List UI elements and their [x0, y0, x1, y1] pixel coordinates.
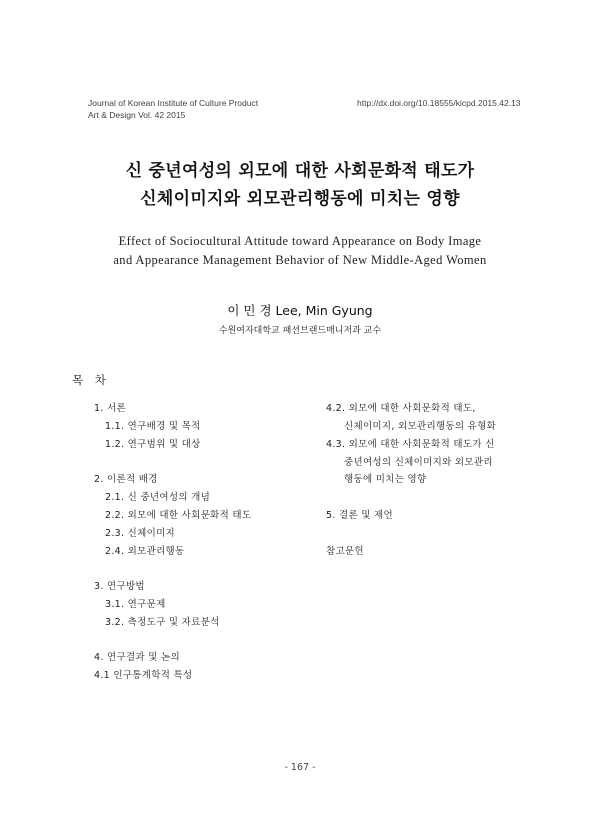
toc-item-continued: 중년여성의 신체이미지와 외모관리	[344, 457, 493, 468]
toc-item[interactable]: 3.2. 측정도구 및 자료분석	[105, 617, 220, 628]
toc-item[interactable]: 1. 서론	[94, 403, 126, 414]
toc-item[interactable]: 1.2. 연구범위 및 대상	[105, 439, 201, 450]
title-en-line2: and Appearance Management Behavior of New Middle-Aged Women	[113, 253, 487, 267]
toc-item[interactable]: 4.3. 외모에 대한 사회문화적 태도가 신	[326, 439, 495, 450]
toc-item-continued: 행동에 미치는 영향	[344, 474, 427, 485]
toc-item[interactable]: 2. 이론적 배경	[94, 474, 158, 485]
toc-item[interactable]: 2.1. 신 중년여성의 개념	[105, 492, 211, 503]
title-ko-line2: 신체이미지와 외모관리행동에 미치는 영향	[140, 189, 460, 209]
journal-volume: Art & Design Vol. 42 2015	[88, 110, 186, 120]
toc-item[interactable]: 2.2. 외모에 대한 사회문화적 태도	[105, 510, 252, 521]
toc-item[interactable]: 4. 연구결과 및 논의	[94, 652, 180, 663]
toc-item[interactable]: 1.1. 연구배경 및 목적	[105, 421, 201, 432]
title-en-line1: Effect of Sociocultural Attitude toward Appearance on Body Image	[118, 234, 482, 248]
toc-item[interactable]: 2.3. 신체이미지	[105, 528, 176, 539]
toc-item-continued: 신체이미지, 외모관리행동의 유형화	[344, 421, 497, 432]
toc-item[interactable]: 4.2. 외모에 대한 사회문화적 태도,	[326, 403, 476, 414]
toc-item[interactable]: 2.4. 외모관리행동	[105, 546, 185, 557]
title-ko-line1: 신 중년여성의 외모에 대한 사회문화적 태도가	[125, 161, 475, 181]
toc-item[interactable]: 참고문헌	[326, 546, 364, 557]
toc-item[interactable]: 5. 결론 및 제언	[326, 510, 394, 521]
toc-heading: 목 차	[72, 373, 110, 387]
author-affiliation: 수원여자대학교 패션브랜드매니저과 교수	[218, 326, 382, 336]
author-name: 이 민 경 Lee, Min Gyung	[227, 303, 373, 318]
journal-name: Journal of Korean Institute of Culture Product	[88, 98, 259, 108]
toc-item[interactable]: 3. 연구방법	[94, 581, 145, 592]
doi-link[interactable]: http://dx.doi.org/10.18555/kicpd.2015.42.13	[357, 98, 521, 108]
page-number: - 167 -	[284, 762, 316, 773]
toc-item[interactable]: 4.1 인구통계학적 특성	[94, 670, 193, 681]
toc-item[interactable]: 3.1. 연구문제	[105, 599, 166, 610]
